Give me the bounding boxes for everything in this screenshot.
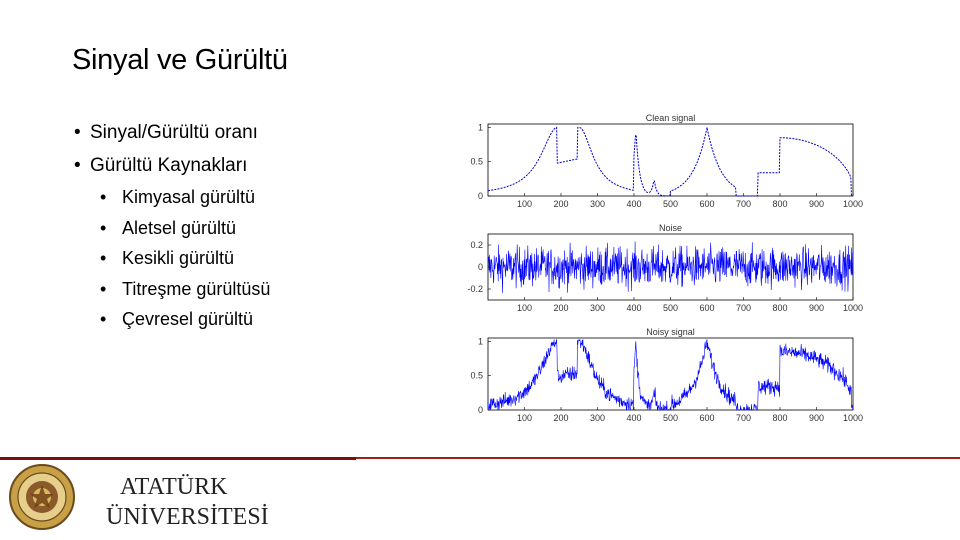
university-logo <box>104 468 269 530</box>
plot-frame <box>488 338 853 410</box>
x-tick-label: 600 <box>699 303 715 313</box>
sub-bullet-text: Aletsel gürültü <box>122 217 237 238</box>
series-line-clean <box>488 127 853 196</box>
sub-bullet-text: Çevresel gürültü <box>122 309 254 329</box>
x-tick-label: 300 <box>589 199 606 209</box>
sub-bullet-item <box>100 304 270 335</box>
sub-bullet-item <box>100 243 270 274</box>
logo-line-2: ÜNİVERSİTESİ <box>106 504 269 530</box>
series-line-noisy <box>488 339 853 410</box>
sub-bullet-item <box>100 182 270 213</box>
x-tick-label: 700 <box>735 199 752 209</box>
bullet-glyph: • <box>100 309 107 329</box>
x-tick-label: 300 <box>589 303 606 313</box>
x-tick-label: 600 <box>699 199 715 209</box>
x-tick-label: 400 <box>626 303 642 313</box>
series-line-noise <box>488 242 853 294</box>
logo-line-1: ATATÜRK <box>120 474 228 500</box>
sub-bullet-text: Titreşme gürültüsü <box>122 278 271 299</box>
x-tick-label: 500 <box>662 413 679 423</box>
bullet-glyph: • <box>100 278 107 299</box>
bullet-list <box>74 116 270 335</box>
x-tick-label: 800 <box>772 413 788 423</box>
x-tick-label: 500 <box>662 199 679 209</box>
x-tick-label: 900 <box>808 199 825 209</box>
bullet-glyph: • <box>74 122 81 143</box>
bullet-glyph: • <box>100 248 107 268</box>
bullet-text: Sinyal/Gürültü oranı <box>90 122 258 143</box>
x-tick-label: 1000 <box>842 199 864 209</box>
x-tick-label: 400 <box>626 413 642 423</box>
sub-bullet-list <box>100 182 270 335</box>
x-tick-label: 800 <box>772 199 788 209</box>
plot-title: Noisy signal <box>646 327 695 337</box>
y-tick-label: 0.5 <box>470 156 483 167</box>
bullet-glyph: • <box>100 187 107 207</box>
sub-bullet-text: Kimyasal gürültü <box>122 187 256 207</box>
x-tick-label: 100 <box>516 303 533 313</box>
y-tick-label: 0.2 <box>470 240 483 250</box>
y-tick-label: 1 <box>477 336 483 347</box>
y-tick-label: 0 <box>477 191 483 201</box>
x-tick-label: 800 <box>772 303 788 313</box>
x-tick-label: 500 <box>662 303 679 313</box>
y-tick-label: 0 <box>477 262 483 272</box>
x-tick-label: 300 <box>589 413 606 423</box>
plot-title: Noise <box>658 223 683 233</box>
plot-title: Clean signal <box>645 113 696 123</box>
x-tick-label: 200 <box>553 303 569 313</box>
slide-title: Sinyal ve Gürültü <box>72 44 288 76</box>
y-tick-label: 1 <box>477 122 483 133</box>
y-tick-label: 0.5 <box>470 370 483 381</box>
x-tick-label: 700 <box>735 303 752 313</box>
footer-divider-accent <box>0 457 356 460</box>
y-tick-label: 0 <box>477 405 483 415</box>
x-tick-label: 1000 <box>842 413 864 423</box>
bullet-item <box>74 116 270 149</box>
signal-figure <box>448 108 868 428</box>
sub-bullet-item <box>100 213 270 244</box>
bullet-glyph: • <box>100 217 107 238</box>
sub-bullet-text: Kesikli gürültü <box>122 248 235 268</box>
plot-frame <box>488 234 853 300</box>
y-tick-label: -0.2 <box>467 284 483 294</box>
x-tick-label: 100 <box>516 199 533 209</box>
x-tick-label: 100 <box>516 413 533 423</box>
plot-frame <box>488 124 853 196</box>
x-tick-label: 1000 <box>842 303 864 313</box>
x-tick-label: 900 <box>808 413 825 423</box>
x-tick-label: 600 <box>699 413 715 423</box>
bullet-glyph: • <box>74 155 81 176</box>
university-seal-icon <box>8 463 76 531</box>
x-tick-label: 200 <box>553 413 569 423</box>
x-tick-label: 900 <box>808 303 825 313</box>
bullet-text: Gürültü Kaynakları <box>90 155 248 176</box>
sub-bullet-item <box>100 274 270 305</box>
signal-plots-svg <box>448 108 868 428</box>
x-tick-label: 700 <box>735 413 752 423</box>
x-tick-label: 400 <box>626 199 642 209</box>
x-tick-label: 200 <box>553 199 569 209</box>
bullet-item <box>74 149 270 182</box>
